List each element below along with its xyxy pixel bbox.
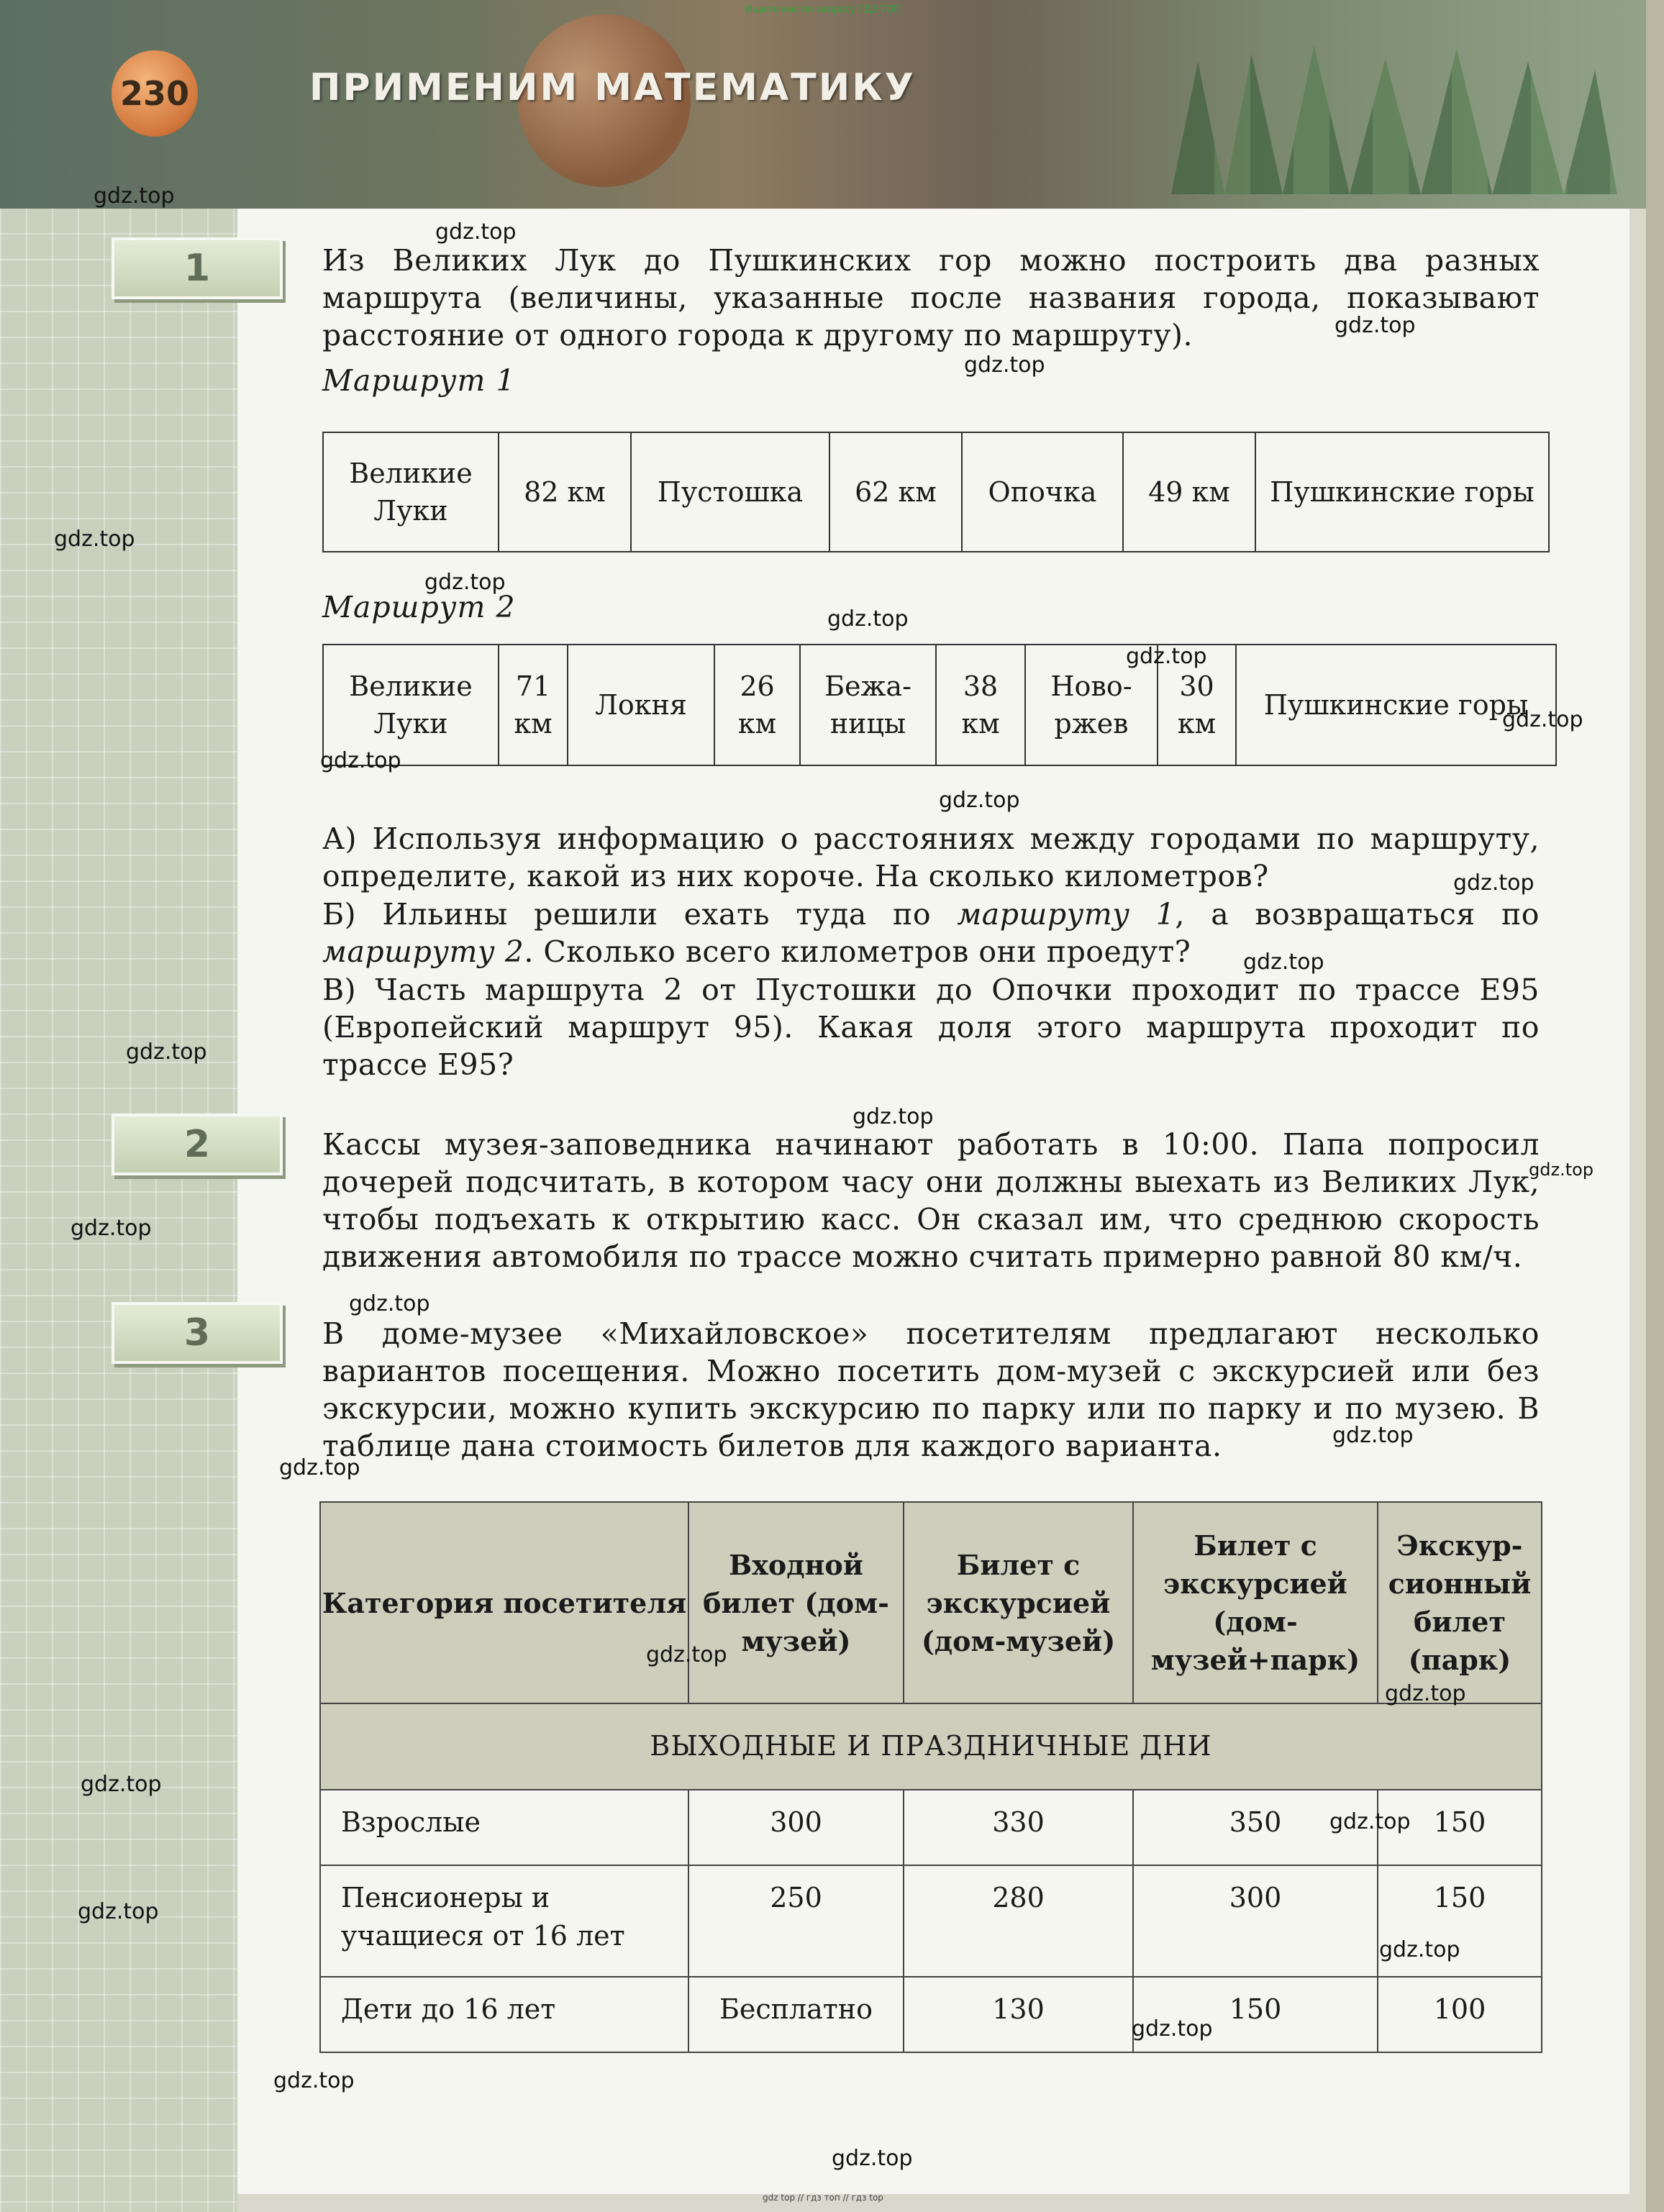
watermark: gdz.top — [349, 1291, 430, 1316]
section-weekends-holidays: ВЫХОДНЫЕ И ПРАЗДНИЧНЫЕ ДНИ — [320, 1703, 1542, 1790]
watermark: gdz.top — [964, 352, 1045, 378]
col-header-park-tour: Экскур-сионный билет (парк) — [1378, 1502, 1542, 1703]
table-row — [320, 1977, 1542, 2052]
col-header-tour-museum-park: Билет с экскурсией (дом-музей+парк) — [1133, 1502, 1378, 1703]
watermark: gdz.top — [939, 788, 1020, 813]
task3-text: В доме-музее «Михайловское» посетителям предлагают несколько вариантов посещения. Можно посетить дом-музей с экскурсией или без экскурсии, можно купить экскурсию по парку или по парку и по музею. В таблице дана стоимость билетов для каждого варианта. — [322, 1316, 1540, 1463]
watermark: gdz.top — [1385, 1681, 1466, 1706]
bottom-note: gdz top // гдз топ // гдз top — [763, 2193, 883, 2203]
route1-label: Маршрут 1 — [322, 363, 516, 398]
task2-text: Кассы музея-заповедника начинают работать в 10:00. Папа попросил дочерей подсчитать, в котором часу они должны выехать из Великих Лук, чтобы подъехать к открытию касс. Он сказал им, что среднюю скорость движения автомобиля по трассе можно считать примерно равной 80 км/ч. — [322, 1127, 1540, 1274]
route1-cell: Великие Луки — [323, 432, 499, 552]
page-number: 230 — [112, 50, 198, 137]
watermark: gdz.top — [1132, 2016, 1213, 2042]
cell-price: 350 — [1133, 1790, 1378, 1865]
route1-cell: 49 км — [1123, 432, 1255, 552]
question-b — [322, 896, 1540, 970]
cell-category: Дети до 16 лет — [320, 1977, 688, 2052]
task-number-3: 3 — [112, 1302, 283, 1364]
watermark: gdz.top — [1332, 1423, 1414, 1448]
grid-margin — [0, 0, 237, 2212]
watermark: gdz.top — [827, 606, 909, 632]
col-header-category: Категория посетителя — [320, 1502, 688, 1703]
route2-cell: 38 км — [936, 645, 1025, 765]
route2-cell: 30 км — [1158, 645, 1236, 765]
route1-cell: 82 км — [499, 432, 631, 552]
qb-post: . Сколько всего километров они проедут? — [524, 934, 1191, 969]
watermark: gdz.top — [1529, 1160, 1594, 1180]
watermark: gdz.top — [71, 1216, 152, 1241]
route2-cell: Великие Луки — [323, 645, 499, 765]
route1-cell: 62 км — [829, 432, 962, 552]
task1-intro: Из Великих Лук до Пушкинских гор можно построить два разных маршрута (величины, указанные после названия города, показывают расстояние от одного города к другому по маршруту). — [322, 243, 1540, 352]
qb-route1: маршруту 1 — [957, 897, 1176, 932]
watermark: gdz.top — [832, 2146, 913, 2171]
watermark: gdz.top — [54, 527, 135, 552]
route1-cell: Опочка — [962, 432, 1123, 552]
watermark: gdz.top — [1502, 707, 1583, 732]
watermark: gdz.top — [1335, 313, 1416, 338]
question-a: А) Используя информацию о расстояниях между городами по маршруту, определите, какой из них короче. На сколько километров? — [322, 821, 1540, 893]
cell-price: 150 — [1378, 1790, 1542, 1865]
route1-cell: Пустошка — [631, 432, 829, 552]
route2-cell: Пушкинские горы — [1236, 645, 1556, 765]
watermark: gdz.top — [1126, 644, 1207, 669]
trees-illustration — [1171, 29, 1617, 194]
route1-table — [322, 432, 1550, 552]
cell-price: 150 — [1133, 1977, 1378, 2052]
cell-price: 100 — [1378, 1977, 1542, 2052]
question-c: В) Часть маршрута 2 от Пустошки до Опочки проходит по трассе Е95 (Европейский маршрут 95). Какая доля этого маршрута проходит по трассе Е95? — [322, 973, 1540, 1082]
watermark: gdz.top — [853, 1104, 934, 1129]
watermark: gdz.top — [78, 1899, 159, 1924]
route2-cell: Ново-ржев — [1025, 645, 1158, 765]
route2-cell: Локня — [568, 645, 714, 765]
cell-price: 250 — [688, 1865, 904, 1977]
table-row — [320, 1865, 1542, 1977]
watermark: gdz.top — [646, 1642, 727, 1667]
route2-cell: 71 км — [499, 645, 568, 765]
page-edge — [1646, 0, 1664, 2212]
page-title: ПРИМЕНИМ МАТЕМАТИКУ — [309, 66, 916, 109]
qb-pre: Б) Ильины решили ехать туда по — [322, 897, 958, 932]
cell-price: 300 — [688, 1790, 904, 1865]
watermark: gdz.top — [435, 219, 517, 245]
cell-price: 300 — [1133, 1865, 1378, 1977]
watermark: gdz.top — [424, 570, 506, 595]
watermark: gdz.top — [1329, 1809, 1411, 1834]
qb-route2: маршруту 2 — [322, 934, 524, 969]
route2-cell: Бежа-ницы — [800, 645, 936, 765]
ticket-price-table — [319, 1501, 1542, 2053]
col-header-entry-ticket: Входной билет (дом-музей) — [688, 1502, 904, 1703]
cell-price: Бесплатно — [688, 1977, 904, 2052]
task-number-2: 2 — [112, 1114, 283, 1175]
top-note: Ищите нас по запросу ГДЗ ТОП — [745, 4, 901, 15]
qb-mid: , а возвращаться по — [1175, 897, 1540, 932]
watermark: gdz.top — [1243, 950, 1324, 975]
route2-label: Маршрут 2 — [322, 590, 516, 624]
cell-price: 330 — [904, 1790, 1133, 1865]
watermark: gdz.top — [94, 183, 175, 209]
watermark: gdz.top — [279, 1455, 360, 1480]
route2-cell: 26 км — [714, 645, 800, 765]
watermark: gdz.top — [320, 748, 401, 773]
watermark: gdz.top — [81, 1772, 162, 1797]
watermark: gdz.top — [126, 1039, 207, 1065]
cell-category: Пенсионеры и учащиеся от 16 лет — [320, 1865, 688, 1977]
col-header-tour-museum: Билет с экскурсией (дом-музей) — [904, 1502, 1133, 1703]
watermark: gdz.top — [273, 2068, 355, 2093]
cell-price: 130 — [904, 1977, 1133, 2052]
route2-table — [322, 644, 1557, 766]
cell-category: Взрослые — [320, 1790, 688, 1865]
watermark: gdz.top — [1453, 870, 1535, 896]
cell-price: 150 — [1378, 1865, 1542, 1977]
route1-cell: Пушкинские горы — [1255, 432, 1549, 552]
task-number-1: 1 — [112, 237, 283, 299]
watermark: gdz.top — [1379, 1937, 1460, 1962]
cell-price: 280 — [904, 1865, 1133, 1977]
